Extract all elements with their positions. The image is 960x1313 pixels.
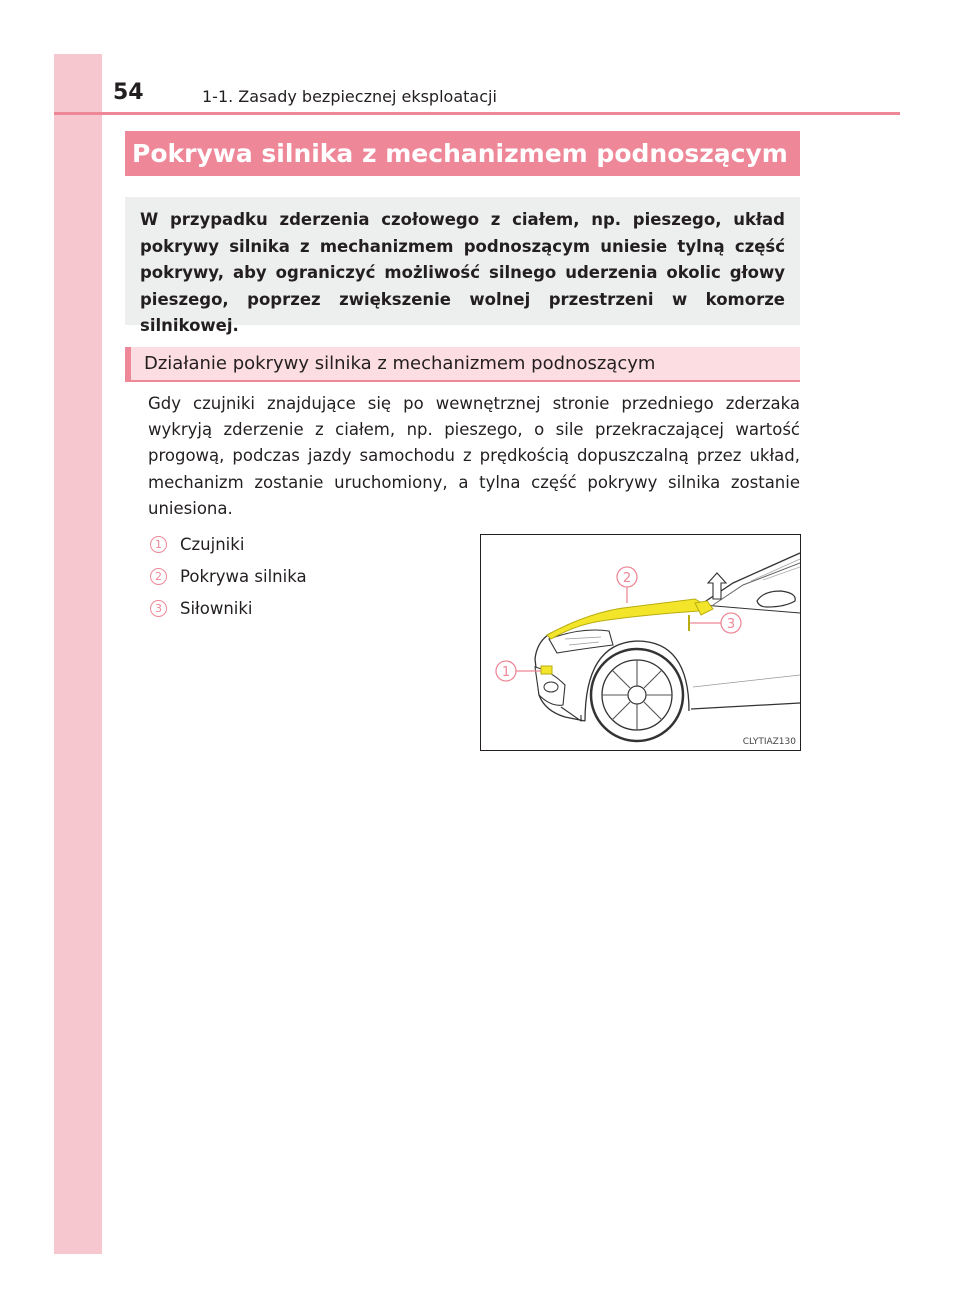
legend-label: Czujniki	[180, 534, 245, 554]
legend-item	[150, 528, 307, 560]
subsection-header: Działanie pokrywy silnika z mechanizmem podnoszącym	[125, 347, 800, 382]
callout-number-3: 3	[726, 617, 736, 632]
side-sill-line	[691, 703, 800, 709]
page-number: 54	[113, 80, 144, 105]
legend-item	[150, 560, 307, 592]
door-crease-line	[693, 675, 800, 687]
legend-item	[150, 592, 307, 624]
legend-number-badge: 2	[150, 568, 167, 585]
windshield-glass-lines	[751, 559, 800, 581]
callout-number-2: 2	[622, 571, 632, 586]
lift-arrow-icon	[708, 573, 726, 599]
side-color-strip	[54, 54, 102, 1254]
header-divider	[54, 112, 900, 115]
sensor-icon	[541, 666, 552, 674]
intro-box	[125, 197, 800, 335]
legend-number-badge: 1	[150, 536, 167, 553]
car-illustration	[481, 535, 800, 750]
side-mirror-icon	[757, 591, 795, 607]
legend-label: Pokrywa silnika	[180, 566, 307, 586]
car-hood-figure	[480, 534, 801, 751]
actuator-icon	[695, 601, 713, 615]
body-paragraph: Gdy czujniki znajdujące się po wewnętrznej stronie przedniego zderzaka wykryją zderzenie z ciałem, np. pieszego, o sile przekraczającej wartość progową, podczas jazdy samochodu z prędkością dopuszczalną przez układ, mechanizm zostanie uruchomiony, a tylna część pokrywy silnika zostanie uniesiona.	[148, 394, 800, 518]
fender-line	[703, 605, 800, 613]
intro-text: W przypadku zderzenia czołowego z ciałem, np. pieszego, układ pokrywy silnika z mechanizmem podnoszącym uniesie tylną część pokrywy, aby ograniczyć możliwość silnego uderzenia okolic głowy pieszego, poprzez zwiększenie wolnej przestrzeni w komorze silnikowej.	[140, 210, 785, 335]
fog-lamp-icon	[544, 682, 558, 692]
lower-bumper-outline	[561, 707, 581, 721]
hub-icon	[628, 686, 646, 704]
legend-list	[150, 528, 307, 624]
section-label: 1-1. Zasady bezpiecznej eksploatacji	[202, 87, 497, 106]
callout-number-1: 1	[501, 665, 511, 680]
legend-label: Siłowniki	[180, 598, 253, 618]
figure-code: CLYTIAZ130	[742, 737, 796, 747]
page-title: Pokrywa silnika z mechanizmem podnoszącym	[125, 131, 800, 176]
legend-number-badge: 3	[150, 600, 167, 617]
